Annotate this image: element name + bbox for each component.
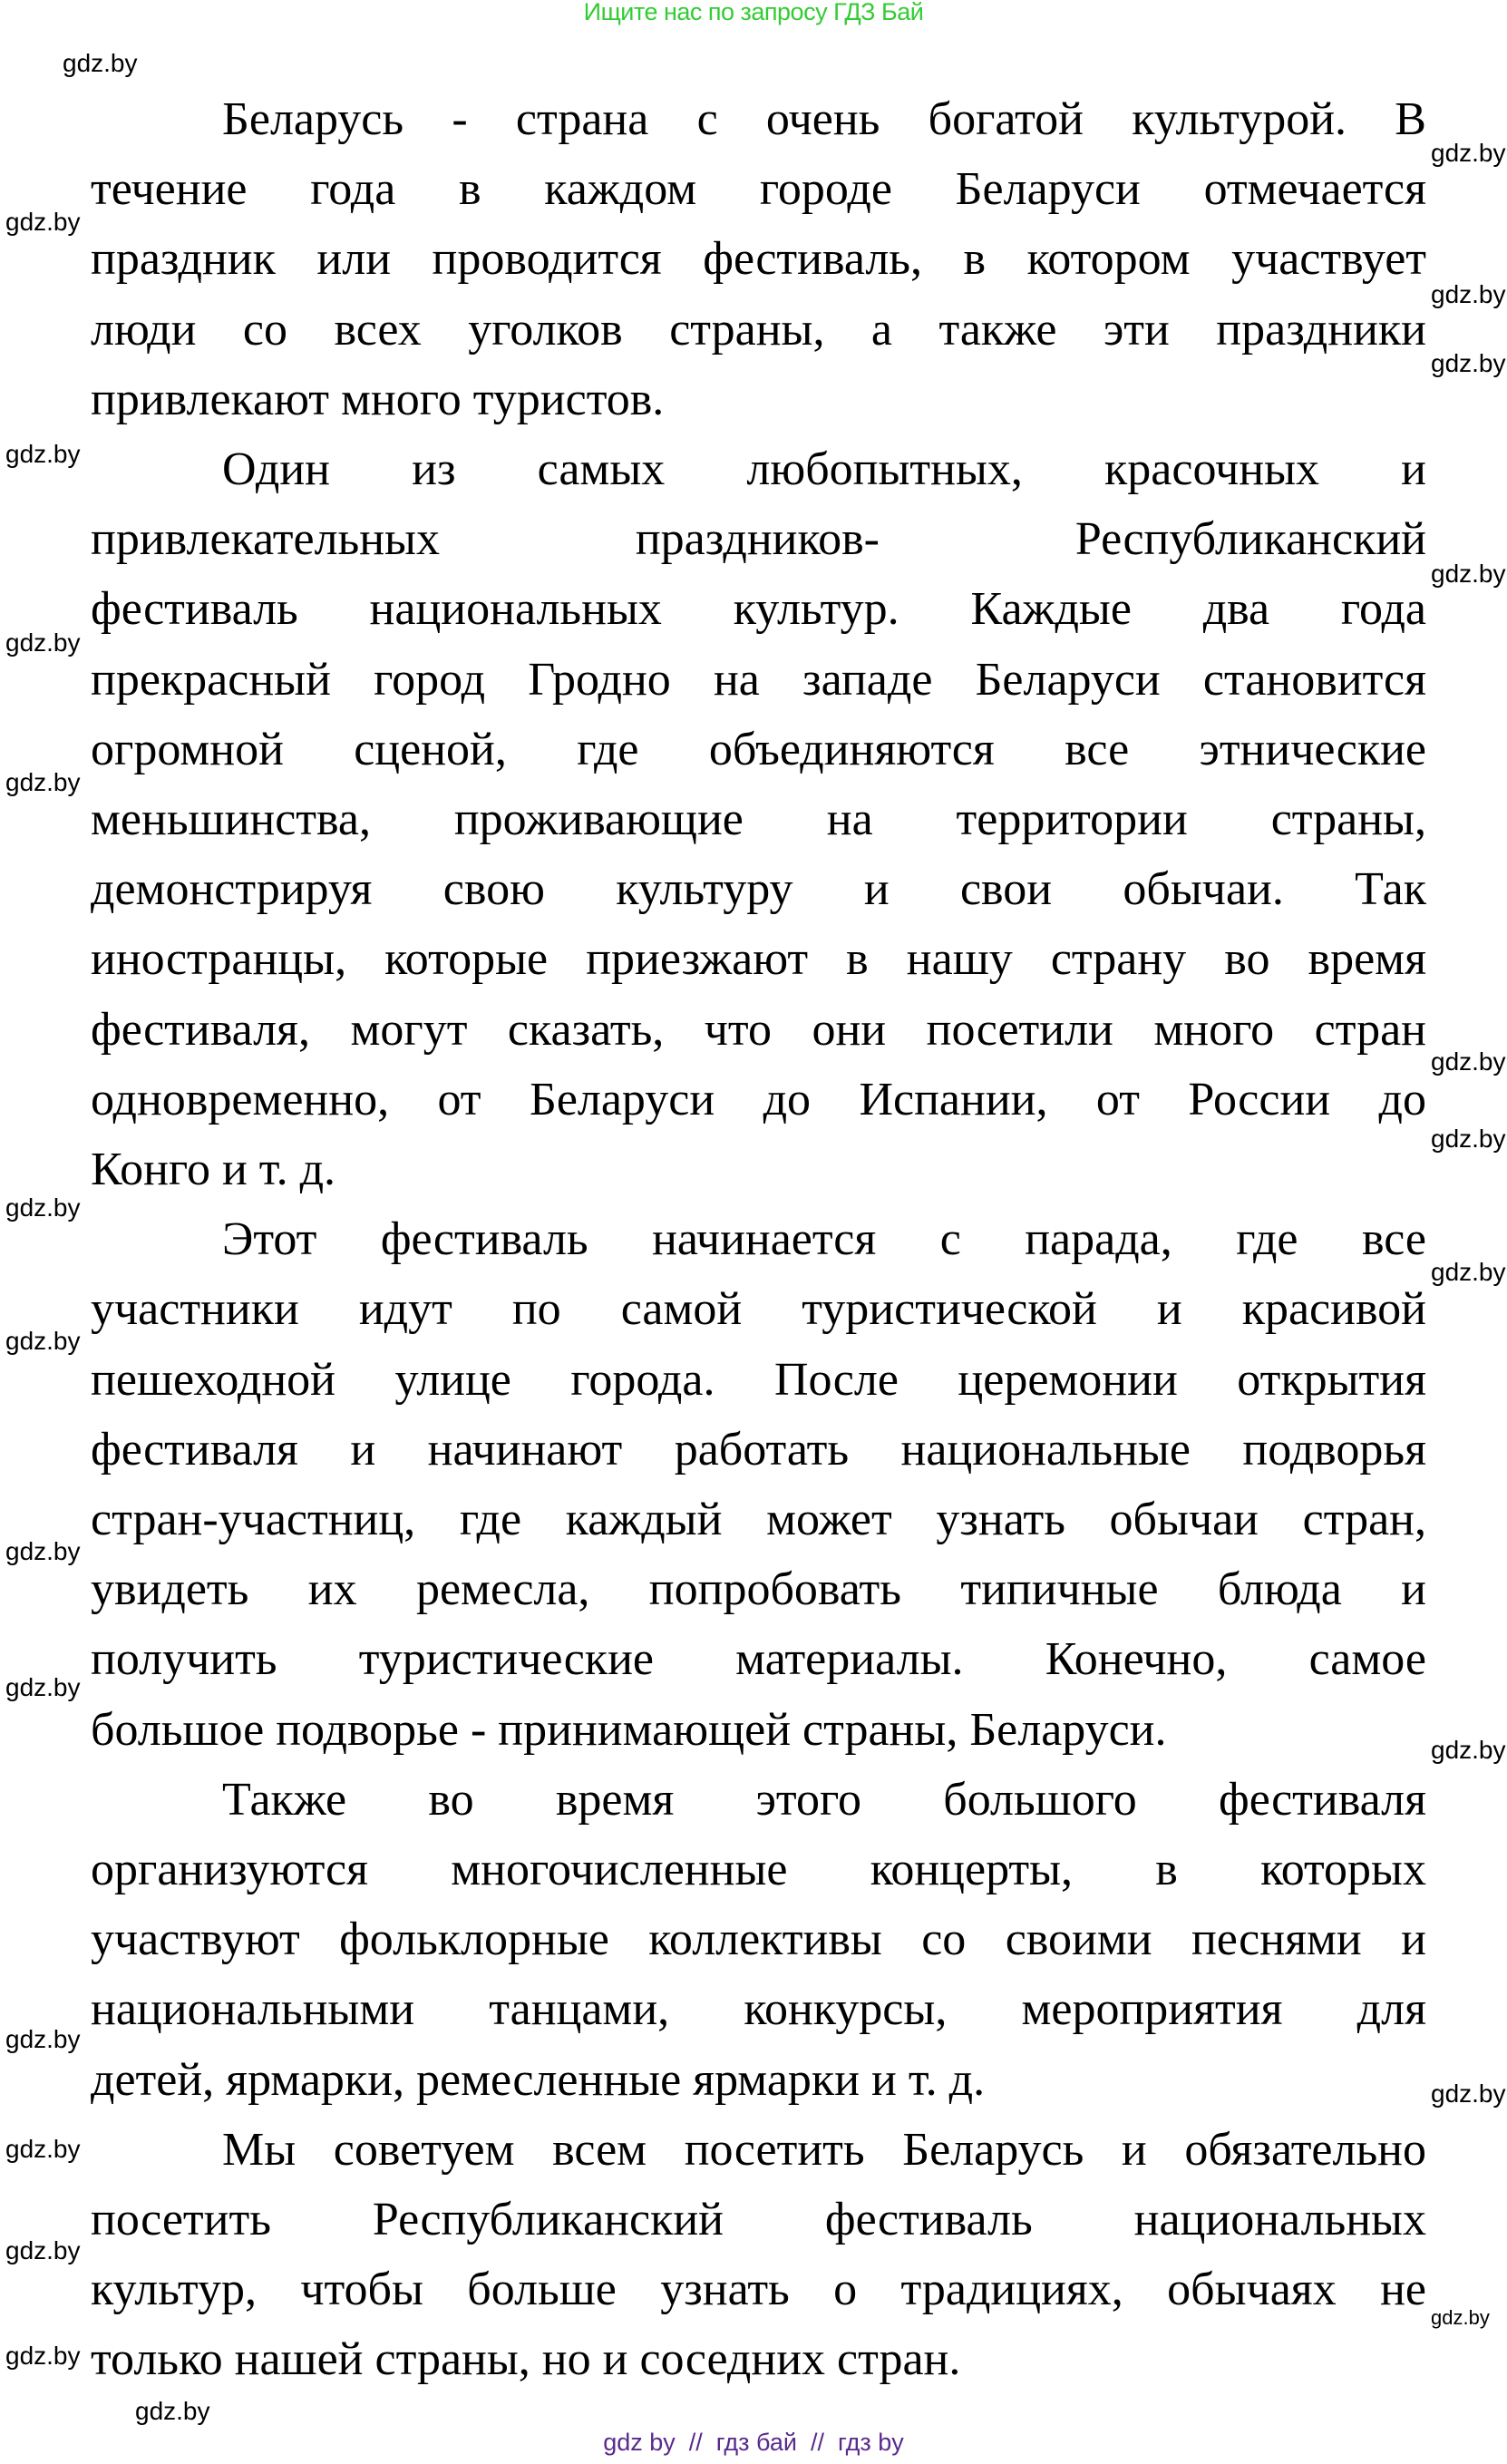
paragraph-line: привлекательных праздников- Республиканский <box>91 513 1426 565</box>
watermark: gdz.by <box>5 2135 81 2163</box>
watermark: gdz.by <box>135 2397 210 2425</box>
paragraph-line: фестиваль национальных культур. Каждые два года <box>91 583 1426 635</box>
paragraph-line: стран-участниц, где каждый может узнать обычаи стран, <box>91 1494 1426 1545</box>
paragraph-line: меньшинства, проживающие на территории страны, <box>91 794 1426 845</box>
watermark: gdz.by <box>5 208 81 236</box>
paragraph-line: большое подворье - принимающей страны, Беларуси. <box>91 1704 1167 1756</box>
watermark: gdz.by <box>1431 1047 1506 1076</box>
paragraph-line: посетить Республиканский фестиваль национальных <box>91 2194 1426 2245</box>
paragraph-line: участвуют фольклорные коллективы со своими песнями и <box>91 1914 1426 1965</box>
watermark: gdz.by <box>5 2025 81 2053</box>
watermark: gdz.by <box>5 1537 81 1565</box>
paragraph-line: иностранцы, которые приезжают в нашу страну во время <box>91 933 1426 985</box>
watermark: gdz.by <box>5 2236 81 2264</box>
paragraph-line: Этот фестиваль начинается с парада, где все <box>222 1213 1426 1265</box>
watermark: gdz.by <box>1431 349 1506 377</box>
paragraph-line: организуются многочисленные концерты, в которых <box>91 1844 1426 1895</box>
paragraph-line: пешеходной улице города. После церемонии открытия <box>91 1354 1426 1406</box>
search-banner: Ищите нас по запросу ГДЗ Бай <box>583 0 924 25</box>
watermark: gdz.by <box>5 2342 81 2370</box>
paragraph-line: получить туристические материалы. Конечно, самое <box>91 1633 1426 1685</box>
paragraph-line: национальными танцами, конкурсы, мероприятия для <box>91 1983 1426 2035</box>
paragraph-line: огромной сценой, где объединяются все этнические <box>91 724 1426 775</box>
footer-links[interactable]: gdz by // гдз бай // гдз by <box>603 2429 904 2456</box>
paragraph-line: люди со всех уголков страны, а также эти праздники <box>91 304 1426 355</box>
watermark: gdz.by <box>1431 1258 1506 1286</box>
watermark: gdz.by <box>5 1673 81 1701</box>
paragraph-line: праздник или проводится фестиваль, в котором участвует <box>91 233 1426 285</box>
watermark: gdz.by <box>1431 1125 1506 1153</box>
watermark: gdz.by <box>63 49 138 77</box>
paragraph-line: увидеть их ремесла, попробовать типичные блюда и <box>91 1563 1426 1615</box>
watermark: gdz.by <box>1431 2079 1506 2108</box>
paragraph-line: только нашей страны, но и соседних стран. <box>91 2333 961 2385</box>
watermark: gdz.by <box>1431 560 1506 588</box>
paragraph-line: демонстрируя свою культуру и свои обычаи. Так <box>91 863 1426 915</box>
watermark: gdz.by <box>1431 139 1506 167</box>
paragraph-line: фестиваля, могут сказать, что они посетили много стран <box>91 1004 1426 1056</box>
watermark: gdz.by <box>5 768 81 796</box>
paragraph-line: Беларусь - страна с очень богатой культурой. В <box>222 93 1426 145</box>
paragraph-line: культур, чтобы больше узнать о традициях, обычаях не <box>91 2264 1426 2315</box>
watermark: gdz.by <box>1431 1736 1506 1764</box>
paragraph-line: прекрасный город Гродно на западе Беларуси становится <box>91 654 1426 706</box>
paragraph-line: Мы советуем всем посетить Беларусь и обязательно <box>222 2124 1426 2176</box>
watermark: gdz.by <box>5 440 81 468</box>
watermark: gdz.by <box>5 628 81 657</box>
paragraph-line: фестиваля и начинают работать национальные подворья <box>91 1424 1426 1475</box>
paragraph-line: участники идут по самой туристической и красивой <box>91 1283 1426 1335</box>
watermark: gdz.by <box>1431 280 1506 308</box>
watermark: gdz.by <box>1431 2306 1490 2329</box>
paragraph-line: Конго и т. д. <box>91 1144 336 1195</box>
paragraph-line: одновременно, от Беларуси до Испании, от России до <box>91 1074 1426 1125</box>
paragraph-line: течение года в каждом городе Беларуси отмечается <box>91 163 1426 215</box>
watermark: gdz.by <box>5 1193 81 1222</box>
paragraph-line: Также во время этого большого фестиваля <box>222 1774 1426 1826</box>
paragraph-line: привлекают много туристов. <box>91 374 665 425</box>
paragraph-line: детей, ярмарки, ремесленные ярмарки и т. д. <box>91 2054 986 2106</box>
paragraph-line: Один из самых любопытных, красочных и <box>222 443 1426 495</box>
watermark: gdz.by <box>5 1327 81 1355</box>
